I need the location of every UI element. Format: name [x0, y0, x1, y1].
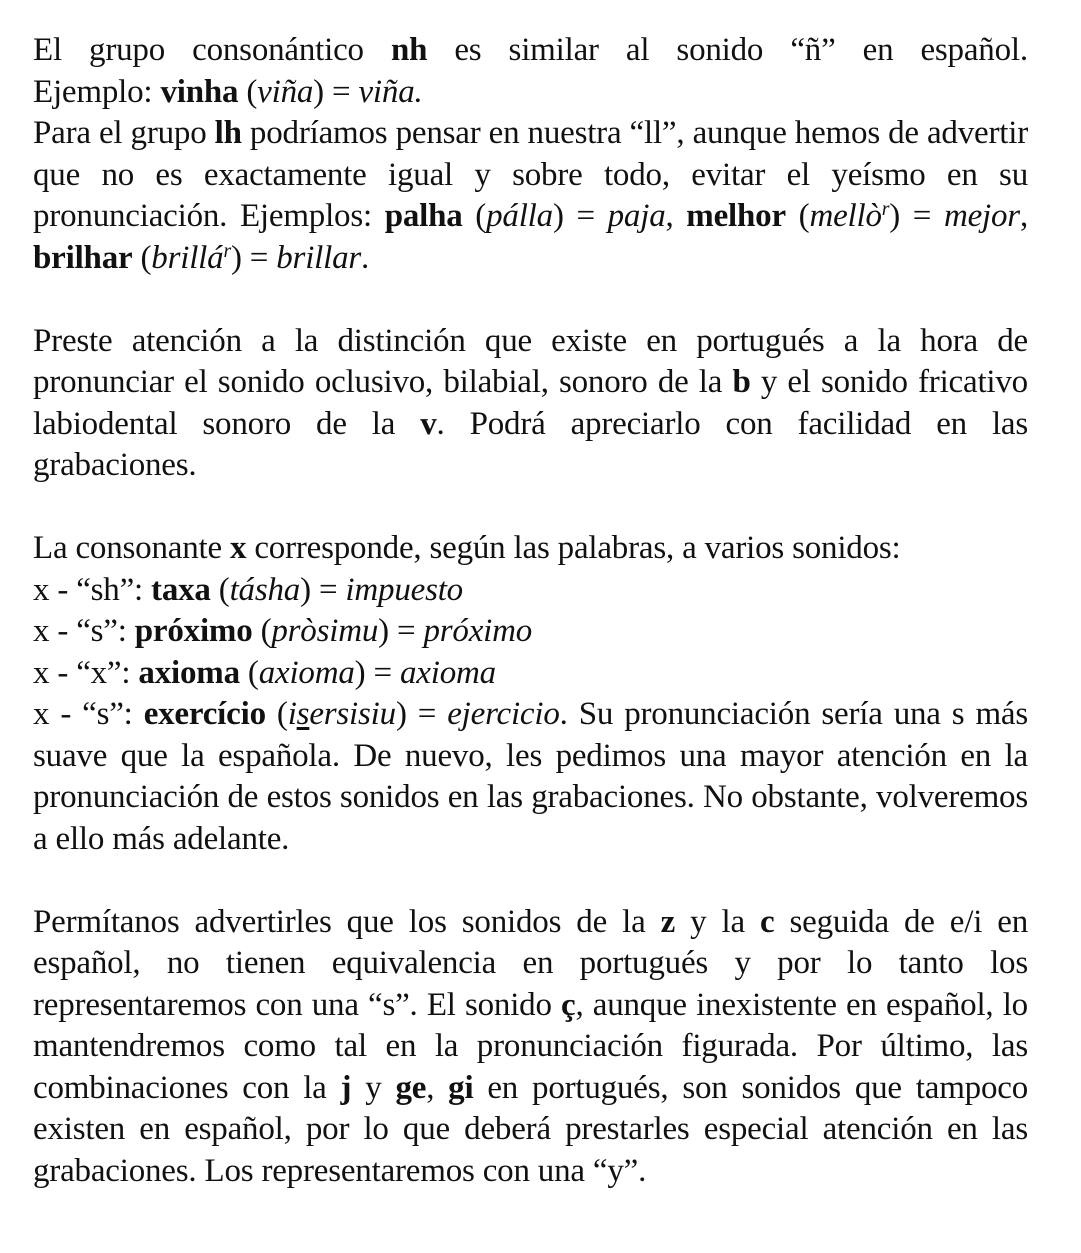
pronunciation: viña	[257, 73, 314, 110]
text: (	[462, 198, 487, 234]
text: ) =	[552, 198, 608, 234]
bold-term: c	[759, 903, 775, 940]
example-row	[33, 611, 1028, 653]
example-row	[33, 694, 1028, 860]
text: El	[33, 32, 62, 68]
paragraph-b-v	[33, 321, 1028, 487]
text: .	[361, 239, 370, 276]
text: similar	[508, 32, 599, 68]
text: ) =	[354, 654, 400, 691]
translation: mejor	[943, 198, 1020, 234]
translation: paja	[607, 198, 666, 234]
text: La consonante	[33, 530, 230, 566]
bold-term: taxa	[151, 571, 211, 608]
pronunciation: pálla	[486, 198, 553, 234]
paragraph-x	[33, 528, 1028, 860]
example-row	[33, 570, 1028, 612]
text: Preste atención a la distinción que existe en portugués a la hora de pronunciar el sonido oclusivo, bilabial, sonoro de la	[33, 322, 1028, 400]
text: x - “s”:	[33, 696, 144, 732]
text: grupo	[89, 32, 166, 68]
text: y el sonido fricativo labiodental sonoro de la	[33, 364, 1028, 442]
paragraph-line	[33, 528, 1028, 570]
translation: viña.	[358, 73, 423, 110]
paragraph-lh	[33, 113, 1028, 279]
bold-term: j	[340, 1069, 352, 1106]
translation: próximo	[423, 613, 533, 649]
text: ,	[426, 1069, 449, 1106]
bold-term: brilhar	[33, 239, 133, 276]
translation: impuesto	[345, 571, 463, 608]
text: ) =	[230, 239, 277, 276]
text: ) =	[395, 696, 448, 732]
text: Permítanos advertirles que los sonidos de la	[33, 903, 661, 940]
underlined-letter: s	[296, 696, 310, 732]
bold-term: palha	[384, 198, 463, 234]
text: , aunque inexistente en español, lo mantendremos como tal en la pronunciación figurada. Por último, las combinaciones con la	[33, 986, 1028, 1106]
bold-term: lh	[214, 115, 242, 151]
text: i	[287, 696, 297, 732]
bold-term: melhor	[686, 198, 786, 234]
translation: ejercicio	[447, 696, 560, 732]
text: (	[210, 571, 230, 608]
text: corresponde, según las palabras, a varios sonidos:	[246, 530, 901, 566]
text: español.	[920, 32, 1028, 68]
text: y	[351, 1069, 396, 1106]
paragraph-gap	[33, 860, 1028, 902]
text: es	[454, 32, 482, 68]
bold-term: vinha	[160, 73, 239, 110]
text: brillá	[151, 239, 224, 276]
paragraph-line	[33, 30, 1028, 72]
text: Para el grupo	[33, 115, 215, 151]
paragraph-gap	[33, 279, 1028, 321]
text: ,	[665, 198, 687, 234]
bold-term: ç	[561, 986, 576, 1023]
text: ersisiu	[309, 696, 396, 732]
text: x - “sh”:	[33, 571, 152, 608]
text: mellò	[809, 198, 882, 234]
text: ) =	[889, 198, 944, 234]
text: y la	[675, 903, 760, 940]
text: podríamos pensar en nuestra “ll”, aunque hemos de advertir que no es exactamente igual y sobre todo, evitar el yeísmo en su pronunciación. Ejemplos:	[33, 115, 1028, 234]
bold-term: v	[420, 405, 437, 442]
text: (	[132, 239, 152, 276]
translation: brillar	[276, 239, 362, 276]
text: en	[862, 32, 894, 68]
pronunciation: axioma	[258, 654, 355, 691]
translation: axioma	[399, 654, 496, 691]
paragraph-gap	[33, 487, 1028, 529]
superscript: r	[223, 239, 231, 262]
text: Ejemplo:	[33, 73, 161, 110]
pronunciation: pròsimu	[271, 613, 379, 649]
pronunciation: tásha	[229, 571, 301, 608]
pronunciation	[151, 240, 231, 276]
text: consonántico	[192, 32, 364, 68]
bold-term: z	[660, 903, 676, 940]
paragraph-nh	[33, 30, 1028, 113]
paragraph-z-c	[33, 902, 1028, 1193]
pronunciation	[288, 696, 396, 732]
bold-term: próximo	[134, 613, 253, 649]
bold-term: gi	[448, 1069, 474, 1106]
text: x - “x”:	[33, 654, 139, 691]
bold-term: b	[732, 364, 751, 400]
bold-term: nh	[390, 32, 428, 68]
bold-term: axioma	[138, 654, 240, 691]
bold-term: exercício	[143, 696, 266, 732]
text: . Podrá apreciarlo con facilidad en las grabaciones.	[33, 405, 1028, 483]
example-row	[33, 653, 1028, 695]
text: ) =	[378, 613, 424, 649]
bold-term: ge	[395, 1069, 427, 1106]
text: (	[239, 654, 259, 691]
text: (	[238, 73, 258, 110]
text: sonido	[676, 32, 764, 68]
text: (	[252, 613, 272, 649]
text: al	[625, 32, 650, 68]
superscript: r	[881, 198, 890, 221]
text: seguida de e/i en español, no tienen equivalencia en portugués y por lo tanto los representaremos con una “s”. El sonido	[33, 903, 1028, 1023]
document-page	[33, 30, 1028, 1192]
text: ,	[1019, 198, 1028, 234]
text: en portugués, son sonidos que tampoco existen en español, por lo que deberá prestarles especial atención en las grabaciones. Los representaremos con una “y”.	[33, 1069, 1029, 1189]
text: “ñ”	[790, 32, 836, 68]
bold-term: x	[229, 530, 247, 566]
text: (	[265, 696, 288, 732]
text: (	[785, 198, 810, 234]
pronunciation	[809, 198, 889, 234]
text: . Su pronunciación sería una s más suave que la española. De nuevo, les pedimos una mayor atención en la pronunciación de estos sonidos en las grabaciones. No obstante, volveremos a ello más adelante.	[33, 696, 1029, 857]
text: ) =	[300, 571, 346, 608]
paragraph-line	[33, 72, 1028, 114]
text: ) =	[313, 73, 359, 110]
text: x - “s”:	[33, 613, 135, 649]
